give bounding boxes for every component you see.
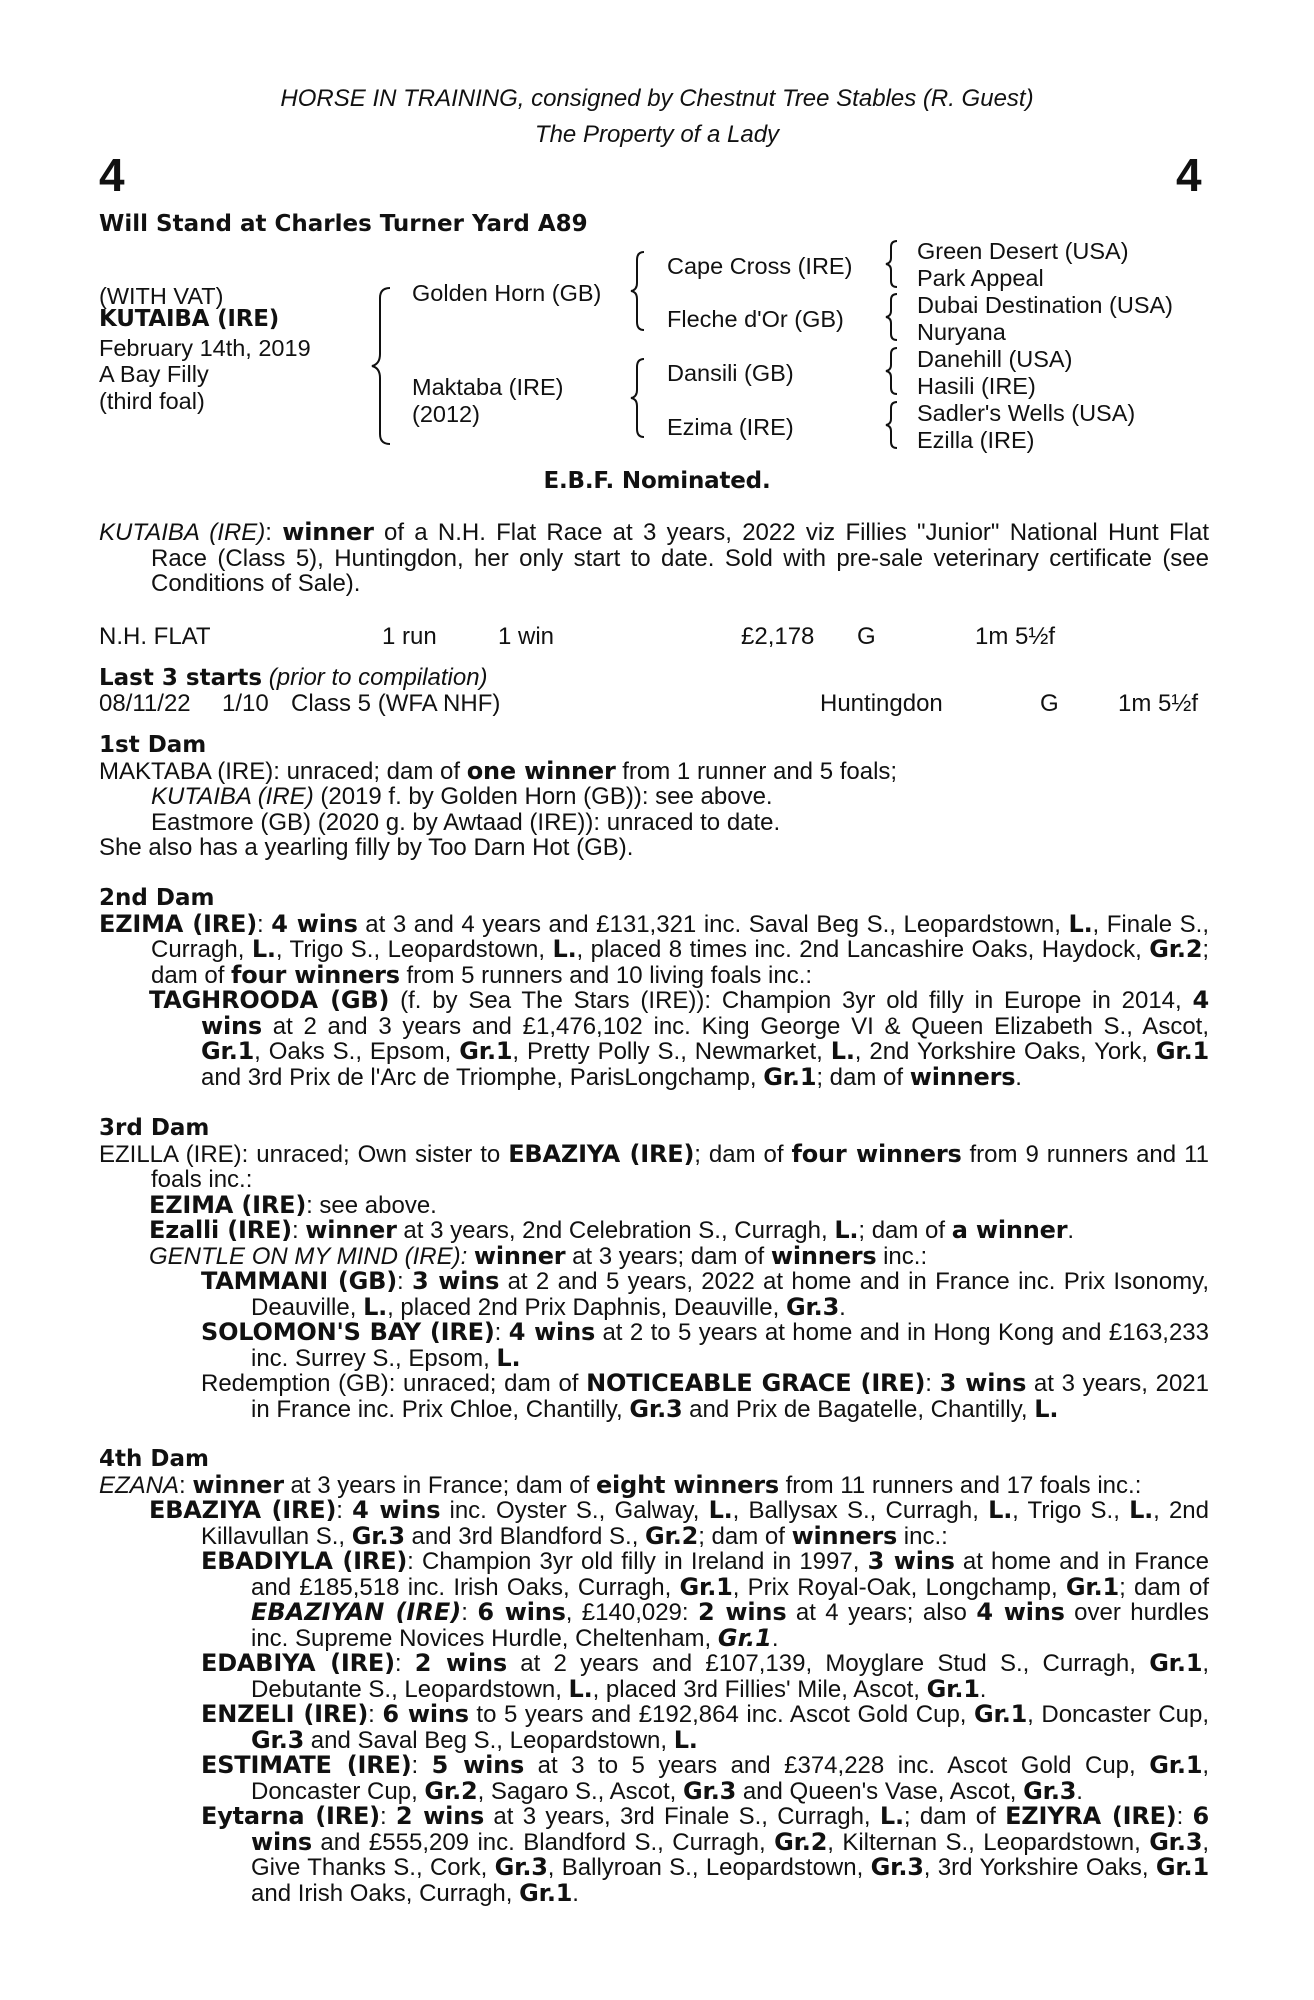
lot-number-left: 4 — [99, 149, 125, 201]
consignor-line: HORSE IN TRAINING, consigned by Chestnut Tree Stables (R. Guest) — [280, 85, 1034, 112]
text-run: , Doncaster Cup, — [1027, 1701, 1210, 1728]
text-run: at 3 years, 2021 in France inc. Prix Chloe, Chantilly, — [251, 1370, 1209, 1423]
text-run: EZANA — [99, 1471, 180, 1499]
horse-dob: February 14th, 2019 — [99, 335, 311, 361]
text-run: , Sagaro S., Ascot, — [477, 1777, 684, 1805]
text-run: Gr.1 — [1065, 1572, 1120, 1601]
text-run — [467, 1243, 474, 1270]
text-run: Eytarna (IRE) — [201, 1802, 380, 1830]
first-dam-title: 1st Dam — [99, 732, 207, 758]
text-run: Gr.3 — [351, 1521, 405, 1550]
text-run: Gr.1 — [679, 1572, 733, 1601]
lot-number-right: 4 — [1176, 149, 1202, 201]
text-run: . — [1015, 1063, 1022, 1091]
summary-horse-name: KUTAIBA (IRE) — [99, 519, 266, 546]
text-run: TAMMANI (GB) — [201, 1267, 397, 1295]
text-run: at 3 years; dam of — [565, 1242, 771, 1270]
text-run: L. — [830, 1037, 855, 1065]
pedigree-dam-sire: Dansili (GB) — [667, 360, 794, 386]
fourth-dam-para-6 — [99, 1753, 1209, 1804]
first-dam-foal-1 — [99, 784, 1209, 810]
text-run: Gr.1 — [201, 1037, 255, 1065]
text-run: : — [379, 1803, 396, 1830]
text-run: Gr.3 — [683, 1776, 737, 1805]
horse-foal: (third foal) — [99, 388, 205, 414]
third-dam-section — [99, 1116, 1209, 1422]
pedigree-sss: Green Desert (USA) — [917, 238, 1129, 264]
text-run: ; dam of — [1119, 1573, 1209, 1601]
fourth-dam-title: 4th Dam — [99, 1446, 209, 1472]
text-run: GENTLE ON MY MIND (IRE): — [149, 1242, 468, 1270]
fourth-dam-para-1 — [99, 1470, 1209, 1499]
text-run: 6 wins — [382, 1700, 469, 1728]
text-run: EZILLA (IRE): unraced; Own sister to — [99, 1140, 509, 1168]
pedigree-sire: Golden Horn (GB) — [412, 280, 602, 306]
text-run: , Trigo S., — [1012, 1497, 1130, 1524]
text-run: Gr.1 — [1149, 1649, 1203, 1677]
text-run: at 3 years, 2nd Celebration S., Curragh, — [396, 1217, 835, 1244]
text-run: Gr.3 — [251, 1725, 305, 1754]
text-run: , placed 2nd Prix Daphnis, Deauville, — [387, 1293, 786, 1321]
record-runs: 1 run — [382, 623, 437, 650]
text-run: at 2 years and £107,139, Moyglare Stud S., Curragh, — [507, 1650, 1150, 1677]
text-run: Gr.3 — [1023, 1776, 1077, 1805]
text-run: at 3 years, 3rd Finale S., Curragh, — [484, 1803, 880, 1830]
text-run: winner — [473, 1241, 566, 1270]
text-run: SOLOMON'S BAY (IRE) — [201, 1318, 495, 1346]
text-run: 4 wins — [201, 986, 1209, 1040]
text-run: Gr.1 — [519, 1878, 573, 1907]
sire-bracket — [629, 250, 647, 332]
pedigree-dam: Maktaba (IRE) — [412, 374, 564, 400]
text-run: Gr.1 — [459, 1037, 513, 1065]
text-run: : — [396, 1268, 412, 1295]
text-run: ENZELI (IRE) — [201, 1700, 369, 1728]
text-run: at 2 and 3 years and £1,476,102 inc. King George VI & Queen Elizabeth S., Ascot, — [261, 1012, 1209, 1040]
text-run: EBAZIYAN (IRE) — [251, 1598, 462, 1626]
third-dam-para-3 — [99, 1218, 1209, 1244]
text-run: : — [256, 910, 272, 938]
text-run: : — [1176, 1803, 1193, 1830]
text-run: , Pretty Polly S., Newmarket, — [512, 1038, 831, 1065]
text-run: Gr.3 — [494, 1853, 548, 1881]
third-dam-title: 3rd Dam — [99, 1115, 210, 1141]
text-run: , Give Thanks S., Cork, — [251, 1828, 1209, 1881]
text-run: L. — [879, 1802, 904, 1830]
summary-text: of a N.H. Flat Race at 3 years, 2022 viz Fillies "Junior" National Hunt Flat Race (Class 5), Huntingdon, her only start to date. Sold with pre-sale veterinary certificate (see Conditions of Sale). — [151, 519, 1209, 597]
foal-1-text: (2019 f. by Golden Horn (GB)): see above. — [313, 783, 773, 810]
text-run: Gr.2 — [774, 1827, 828, 1856]
text-run: L. — [1034, 1394, 1059, 1423]
text-run: . — [1076, 1777, 1083, 1805]
text-run: : — [394, 1650, 415, 1677]
summary-sep: : — [265, 519, 283, 546]
last-start-going: G — [1040, 690, 1059, 717]
text-run: at home and in France and £185,518 inc. Irish Oaks, Curragh, — [251, 1548, 1209, 1601]
second-dam-section — [99, 886, 1209, 1090]
ebf-nominated: E.B.F. Nominated. — [543, 468, 771, 494]
text-run: EZIMA (IRE) — [149, 1190, 307, 1219]
text-run: inc. Oyster S., Galway, — [440, 1497, 709, 1524]
text-run: to 5 years and £192,864 inc. Ascot Gold Cup, — [468, 1701, 975, 1728]
text-run: winners — [791, 1521, 898, 1550]
last-start-date: 08/11/22 — [99, 690, 191, 717]
pedigree-main-bracket — [370, 286, 394, 446]
text-run: L. — [1129, 1496, 1154, 1524]
text-run: . — [839, 1293, 846, 1321]
summary-paragraph — [99, 520, 1209, 597]
text-run: , 3rd Yorkshire Oaks, — [923, 1854, 1156, 1881]
fourth-dam-para-3 — [99, 1549, 1209, 1651]
text-run: L. — [988, 1496, 1013, 1524]
text-run: EBAZIYA (IRE) — [149, 1496, 337, 1524]
text-run: Gr.1 — [763, 1062, 817, 1091]
fourth-dam-para-5 — [99, 1702, 1209, 1753]
horse-name: KUTAIBA (IRE) — [99, 306, 280, 332]
record-type: N.H. FLAT — [99, 623, 211, 650]
text-run: inc.: — [897, 1522, 948, 1550]
horse-desc: A Bay Filly — [99, 361, 209, 387]
text-run: , Finale S., Curragh, — [151, 910, 1210, 963]
third-dam-para-2 — [99, 1190, 1209, 1219]
text-run: (f. by Sea The Stars (IRE)): Champion 3yr old filly in Europe in 2014, — [389, 987, 1193, 1014]
record-going: G — [857, 623, 876, 650]
first-dam-line — [99, 756, 1209, 785]
ezima-bracket — [884, 400, 900, 450]
text-run: ESTIMATE (IRE) — [201, 1751, 412, 1779]
text-run: 3 wins — [411, 1267, 500, 1295]
text-run: at 2 and 5 years, 2022 at home and in France inc. Prix Isonomy, Deauville, — [251, 1268, 1210, 1321]
last-start-race: Class 5 (WFA NHF) — [291, 690, 501, 717]
text-run: ; dam of — [698, 1522, 792, 1550]
text-run: 2 wins — [698, 1598, 787, 1626]
text-run: Gr.3 — [785, 1292, 840, 1321]
text-run: and Prix de Bagatelle, Chantilly, — [682, 1395, 1035, 1423]
text-run: Gr.1 — [1155, 1853, 1209, 1881]
text-run: and Irish Oaks, Curragh, — [251, 1879, 520, 1907]
text-run: , placed 3rd Fillies' Mile, Ascot, — [592, 1675, 927, 1703]
text-run: 4 wins — [271, 909, 358, 938]
text-run: , Ballyroan S., Leopardstown, — [547, 1854, 871, 1881]
first-dam-text-a: MAKTABA (IRE): unraced; dam of — [99, 757, 467, 785]
text-run: , placed 8 times inc. 2nd Lancashire Oaks, Haydock, — [576, 936, 1150, 963]
text-run: and £555,209 inc. Blandford S., Curragh, — [311, 1828, 775, 1856]
text-run: and 3rd Prix de l'Arc de Triomphe, ParisLongchamp, — [201, 1063, 764, 1091]
text-run: 4 wins — [508, 1318, 596, 1346]
text-run: . — [572, 1879, 579, 1907]
text-run: 2 wins — [395, 1802, 485, 1830]
text-run: ; dam of — [151, 936, 1210, 989]
text-run: : — [336, 1497, 353, 1524]
pedigree-ssd: Park Appeal — [917, 265, 1044, 291]
first-dam-section — [99, 733, 1209, 861]
text-run: from 5 runners and 10 living foals inc.: — [399, 961, 813, 989]
text-run: : Champion 3yr old filly in Ireland in 1997, — [407, 1548, 868, 1575]
second-dam-title: 2nd Dam — [99, 885, 215, 911]
text-run: ; dam of — [903, 1803, 1006, 1830]
text-run: Ezalli (IRE) — [149, 1216, 292, 1244]
text-run: : — [494, 1319, 509, 1346]
text-run: , Oaks S., Epsom, — [254, 1038, 460, 1065]
text-run: . — [771, 1624, 779, 1652]
foal-1-name: KUTAIBA (IRE) — [151, 783, 314, 810]
fourth-dam-para-4 — [99, 1651, 1209, 1702]
text-run: Gr.2 — [1149, 935, 1203, 963]
text-run: L. — [496, 1343, 521, 1372]
text-run: at 3 and 4 years and £131,321 inc. Saval Beg S., Leopardstown, — [357, 910, 1069, 938]
text-run: ; dam of — [858, 1217, 952, 1244]
text-run: NOTICEABLE GRACE (IRE) — [586, 1369, 926, 1397]
text-run: L. — [552, 935, 577, 963]
third-dam-para-6 — [99, 1320, 1209, 1371]
vat-note: (WITH VAT) — [99, 283, 224, 309]
text-run: L. — [834, 1216, 859, 1244]
text-run: L. — [1068, 909, 1093, 938]
dam-bracket — [629, 357, 647, 439]
fleche-dor-bracket — [884, 292, 900, 342]
text-run: Gr.3 — [870, 1853, 924, 1881]
race-summary — [99, 520, 1209, 597]
third-dam-para-1 — [99, 1139, 1209, 1193]
pedigree-dsd: Hasili (IRE) — [917, 373, 1036, 399]
text-run: 3 wins — [939, 1369, 1027, 1397]
text-run: 4 wins — [352, 1496, 441, 1524]
second-dam-para-2 — [99, 988, 1209, 1090]
second-dam-para-1 — [99, 909, 1210, 989]
text-run: Gr.1 — [717, 1623, 772, 1652]
pedigree-sds: Dubai Destination (USA) — [917, 292, 1173, 318]
text-run: ; dam of — [816, 1063, 910, 1091]
last-starts-heading — [99, 665, 488, 692]
text-run: four winners — [231, 960, 400, 989]
text-run: 6 wins — [477, 1598, 566, 1626]
text-run: : — [179, 1471, 193, 1499]
text-run: , Debutante S., Leopardstown, — [251, 1650, 1209, 1703]
text-run: , Ballysax S., Curragh, — [732, 1497, 989, 1524]
first-dam-text-c: from 1 runner and 5 foals; — [615, 757, 898, 785]
text-run: , Kilternan S., Leopardstown, — [827, 1828, 1150, 1856]
text-run: L. — [568, 1674, 593, 1703]
cape-cross-bracket — [884, 239, 900, 289]
pedigree-dss: Danehill (USA) — [917, 346, 1073, 372]
text-run: and Queen's Vase, Ascot, — [736, 1777, 1024, 1805]
summary-winner: winner — [282, 518, 374, 546]
text-run: four winners — [791, 1139, 962, 1168]
text-run: eight winners — [595, 1470, 779, 1499]
text-run: Gr.1 — [1149, 1751, 1203, 1779]
text-run: EBAZIYA (IRE) — [508, 1139, 695, 1168]
text-run: : — [461, 1599, 478, 1626]
first-dam-yearling: She also has a yearling filly by Too Darn Hot (GB). — [99, 834, 634, 861]
dansili-bracket — [884, 346, 900, 396]
text-run: L. — [673, 1725, 698, 1754]
text-run: winners — [909, 1062, 1016, 1091]
text-run: Gr.1 — [926, 1674, 980, 1703]
first-dam-text-b: one winner — [466, 756, 616, 785]
pedigree-sire-dam: Fleche d'Or (GB) — [667, 306, 844, 332]
text-run: 5 wins — [431, 1751, 525, 1779]
text-run: at 3 to 5 years and £374,228 inc. Ascot Gold Cup, — [524, 1752, 1150, 1779]
text-run: EZIMA (IRE) — [99, 909, 257, 938]
text-run: and Saval Beg S., Leopardstown, — [304, 1726, 674, 1754]
text-run: EBADIYLA (IRE) — [201, 1547, 408, 1575]
text-run: , Doncaster Cup, — [251, 1752, 1210, 1805]
text-run: L. — [251, 935, 276, 963]
third-dam-para-4 — [99, 1241, 1209, 1270]
pedigree-dam-dam: Ezima (IRE) — [667, 414, 794, 440]
text-run: 3 wins — [867, 1547, 955, 1575]
text-run: EDABIYA (IRE) — [201, 1649, 395, 1677]
text-run: at 2 to 5 years at home and in Hong Kong and £163,233 inc. Surrey S., Epsom, — [251, 1319, 1209, 1372]
text-run: EZIYRA (IRE) — [1005, 1802, 1177, 1830]
text-run: : — [291, 1217, 306, 1244]
text-run: . — [979, 1675, 987, 1703]
text-run: : — [368, 1701, 383, 1728]
text-run: 2 wins — [414, 1649, 507, 1677]
text-run: Gr.3 — [629, 1394, 683, 1423]
text-run: and 3rd Blandford S., — [404, 1522, 646, 1550]
last-starts-title: Last 3 starts — [99, 665, 263, 691]
record-wins: 1 win — [498, 623, 555, 650]
text-run: , £140,029: — [565, 1599, 699, 1626]
text-run: a winner — [951, 1216, 1068, 1244]
text-run: 6 wins — [251, 1802, 1210, 1856]
pedigree-sdd: Nuryana — [917, 319, 1006, 345]
third-dam-para-7 — [99, 1371, 1209, 1422]
text-run: Redemption (GB): unraced; dam of — [201, 1370, 587, 1397]
last-start-position: 1/10 — [222, 690, 269, 717]
last-starts-note: (prior to compilation) — [262, 664, 488, 691]
text-run: over hurdles inc. Supreme Novices Hurdle, Cheltenham, — [251, 1599, 1209, 1652]
text-run: ; dam of — [694, 1140, 792, 1168]
text-run: L. — [363, 1292, 388, 1321]
third-dam-para-5 — [99, 1269, 1209, 1320]
text-run: : see above. — [306, 1191, 437, 1219]
text-run: inc.: — [876, 1242, 928, 1270]
stand-location: Will Stand at Charles Turner Yard A89 — [99, 211, 588, 237]
text-run: Gr.2 — [424, 1776, 478, 1805]
text-run: winners — [770, 1241, 877, 1270]
text-run: Gr.1 — [974, 1700, 1028, 1728]
fourth-dam-section — [99, 1447, 1209, 1906]
pedigree-dam-year: (2012) — [412, 401, 480, 427]
text-run: L. — [708, 1496, 733, 1524]
fourth-dam-para-2 — [99, 1498, 1209, 1549]
record-prize: £2,178 — [741, 623, 815, 650]
fourth-dam-para-7 — [99, 1804, 1209, 1906]
text-run: Gr.1 — [1155, 1037, 1210, 1065]
text-run: , Prix Royal-Oak, Longchamp, — [732, 1573, 1066, 1601]
text-run: at 3 years in France; dam of — [283, 1471, 596, 1499]
pedigree-dds: Sadler's Wells (USA) — [917, 400, 1136, 426]
last-start-distance: 1m 5½f — [1118, 690, 1199, 717]
text-run: Gr.3 — [1149, 1827, 1203, 1856]
text-run: TAGHROODA (GB) — [149, 986, 390, 1014]
text-run: . — [1067, 1217, 1075, 1244]
text-run: , 2nd Killavullan S., — [201, 1497, 1209, 1550]
text-run: , Trigo S., Leopardstown, — [275, 936, 553, 963]
text-run: at 4 years; also — [786, 1599, 977, 1626]
text-run: Gr.2 — [645, 1521, 699, 1550]
text-run: from 9 runners and 11 foals inc.: — [151, 1140, 1209, 1193]
pedigree-ddd: Ezilla (IRE) — [917, 427, 1035, 453]
text-run: : — [411, 1752, 432, 1779]
text-run: 4 wins — [976, 1598, 1065, 1626]
text-run: : — [925, 1370, 940, 1397]
text-run: , 2nd Yorkshire Oaks, York, — [854, 1038, 1156, 1065]
last-start-course: Huntingdon — [820, 690, 943, 717]
text-run: winner — [305, 1216, 397, 1244]
record-distance: 1m 5½f — [975, 623, 1056, 650]
pedigree-sire-sire: Cape Cross (IRE) — [667, 253, 853, 279]
text-run: from 11 runners and 17 foals inc.: — [778, 1471, 1142, 1499]
first-dam-foal-2: Eastmore (GB) (2020 g. by Awtaad (IRE)): unraced to date. — [151, 808, 781, 836]
text-run: winner — [192, 1470, 284, 1499]
property-line: The Property of a Lady — [534, 121, 780, 148]
